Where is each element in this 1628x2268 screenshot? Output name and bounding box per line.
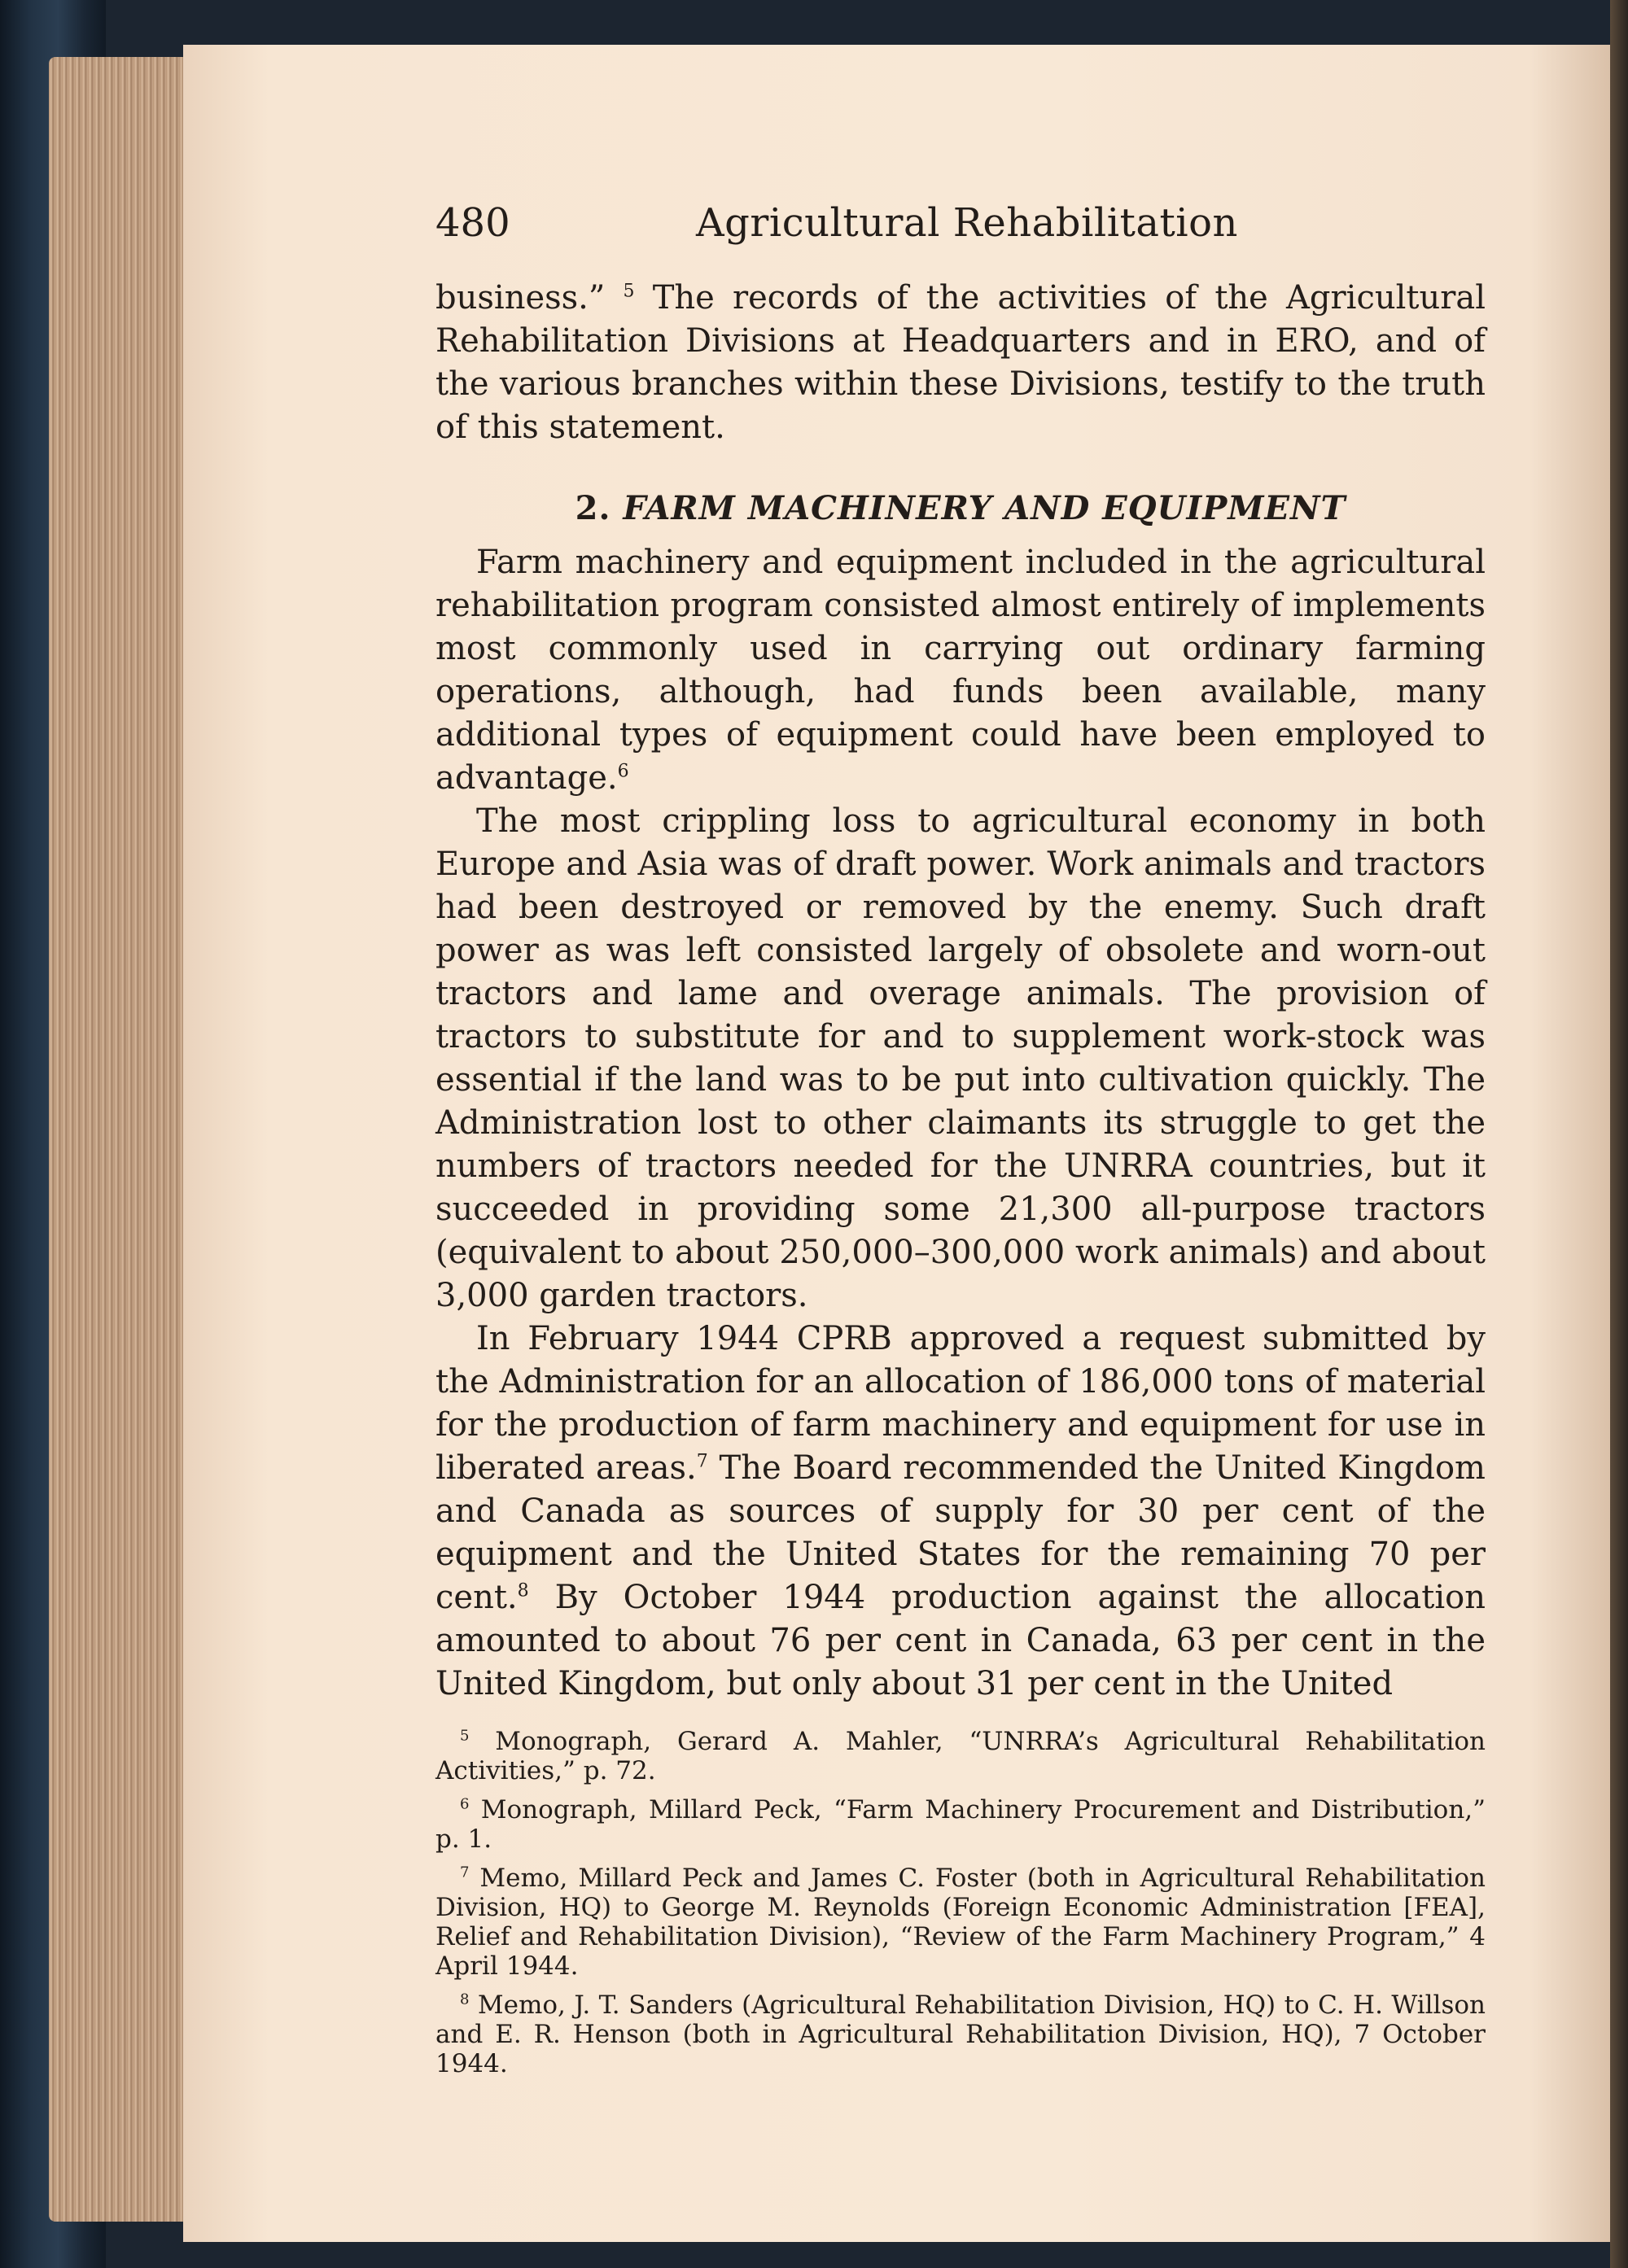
section-number: 2.: [575, 489, 611, 527]
section-heading: [435, 487, 1486, 530]
footnote-ref: 7: [696, 1451, 708, 1472]
intro-text-b: The records of the activities of the Agricultural Rehabilitation Divisions at Headquarters and in ERO, and of the various branches within these Divisions, testify to the truth of this statement.: [435, 279, 1486, 446]
footnote-number: 8: [460, 1991, 470, 2008]
footnote-text: Monograph, Gerard A. Mahler, “UNRRA’s Agricultural Rehabilitation Activities,” p. 72.: [435, 1727, 1486, 1785]
footnote-number: 5: [460, 1727, 470, 1745]
paragraph-3-text-a: In February 1944 CPRB approved a request submitted by the Administration for an allocation of 186,000 tons of material for the production of farm machinery and equipment for use in liberated areas.: [435, 1320, 1486, 1487]
intro-paragraph: [435, 277, 1486, 449]
footnote-ref: 6: [617, 761, 629, 782]
footnote-ref: 8: [517, 1580, 529, 1602]
footnote-text: Monograph, Millard Peck, “Farm Machinery Procurement and Distribution,” p. 1.: [435, 1795, 1486, 1854]
section-title: FARM MACHINERY AND EQUIPMENT: [623, 489, 1346, 527]
footnote: [435, 1991, 1486, 2078]
page-header: [435, 200, 1486, 277]
footnote: [435, 1864, 1486, 1981]
paragraph-2: [435, 800, 1486, 1318]
paragraph-3: [435, 1318, 1486, 1706]
footnote: [435, 1795, 1486, 1854]
footnote-text: Memo, J. T. Sanders (Agricultural Rehabilitation Division, HQ) to C. H. Willson and E. R. Henson (both in Agricultural Rehabilitation Division, HQ), 7 October 1944.: [435, 1991, 1486, 2078]
footnote-number: 6: [460, 1795, 470, 1813]
page-edges: [49, 57, 187, 2222]
page-content: [435, 200, 1486, 2088]
paragraph-3-text-c: By October 1944 production against the allocation amounted to about 76 per cent in Canada, 63 per cent in the United Kingdom, but only about 31 per cent in the United: [435, 1579, 1486, 1702]
running-head: Agricultural Rehabilitation: [696, 200, 1238, 246]
paragraph-2-text: The most crippling loss to agricultural economy in both Europe and Asia was of draft power. Work animals and tractors had been destroyed or removed by the enemy. Such draft power as was left consisted largely of obsolete and worn-out tractors and lame and overage animals. The provision of tractors to substitute for and to supplement work-stock was essential if the land was to be put into cultivation quickly. The Administration lost to other claimants its struggle to get the numbers of tractors needed for the UNRRA countries, but it succeeded in providing some 21,300 all-purpose tractors (equivalent to about 250,000–300,000 work animals) and about 3,000 garden tractors.: [435, 802, 1486, 1314]
footnote-ref: 5: [623, 281, 635, 302]
right-page-edge: [1610, 0, 1628, 2268]
footnotes: [435, 1727, 1486, 2078]
paragraph-1: [435, 541, 1486, 800]
footnote-text: Memo, Millard Peck and James C. Foster (both in Agricultural Rehabilitation Division, HQ) to George M. Reynolds (Foreign Economic Administration [FEA], Relief and Rehabilitation Division), “Review of the Farm Machinery Program,” 4 April 1944.: [435, 1864, 1486, 1981]
footnote-number: 7: [460, 1864, 470, 1881]
intro-text-a: business.”: [435, 279, 606, 317]
paragraph-1-text: Farm machinery and equipment included in the agricultural rehabilitation program consisted almost entirely of implements most commonly used in carrying out ordinary farming operations, although, had funds been available, many additional types of equipment could have been employed to advantage.: [435, 544, 1486, 797]
paragraph-3-text-b: The Board recommended the United Kingdom and Canada as sources of supply for 30 per cent of the equipment and the United States for the remaining 70 per cent.: [435, 1449, 1486, 1616]
page-number: 480: [435, 200, 510, 246]
footnote: [435, 1727, 1486, 1785]
